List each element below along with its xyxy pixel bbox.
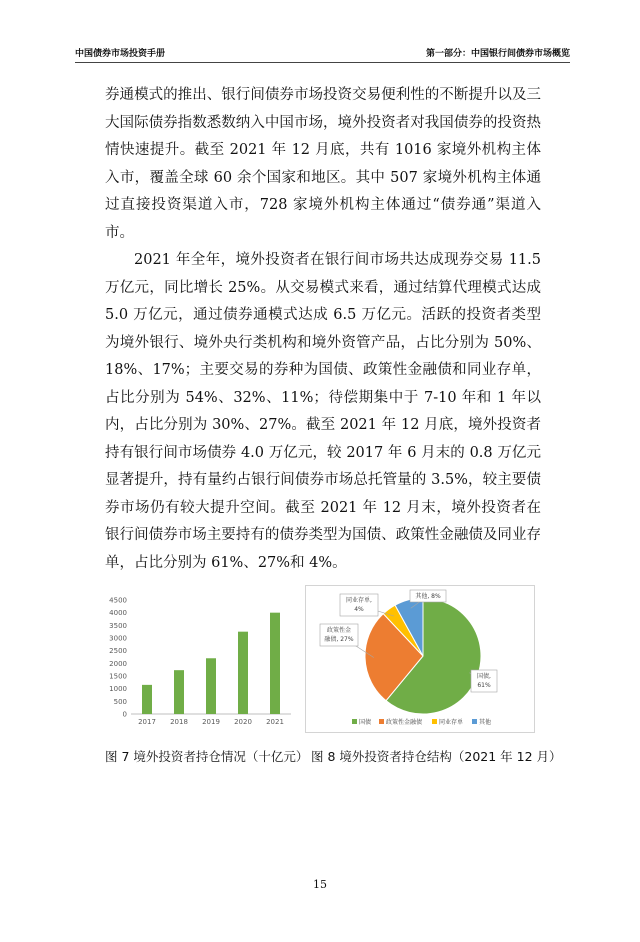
y-tick-label: 1000 bbox=[109, 685, 127, 694]
running-header-left: 中国债券市场投资手册 bbox=[75, 49, 166, 59]
y-tick-label: 4000 bbox=[109, 609, 127, 618]
bar bbox=[238, 632, 248, 714]
data-label: 4% bbox=[354, 606, 364, 613]
data-label: 61% bbox=[477, 682, 491, 689]
pie-chart-svg bbox=[306, 586, 534, 732]
x-tick-label: 2020 bbox=[234, 718, 252, 726]
figure-8-caption: 图 8 境外投资者持仓结构（2021 年 12 月） bbox=[311, 749, 562, 764]
legend-swatch bbox=[379, 719, 384, 724]
figure-7-caption: 图 7 境外投资者持仓情况（十亿元） bbox=[105, 749, 309, 764]
data-label: 政策性金 bbox=[326, 627, 352, 634]
legend-swatch bbox=[432, 719, 437, 724]
bar bbox=[270, 613, 280, 714]
holdings-pie-chart bbox=[305, 585, 535, 733]
paragraph-2: 2021 年全年，境外投资者在银行间市场共达成现券交易 11.5 万亿元，同比增长 25%。从交易模式来看，通过结算代理模式达成 5.0 万亿元，通过债券通模式达成 6.5 万亿元。活跃的投资者类型为境外银行、境外央行类机构和境外资管产品，占比分别为 50%、18%、17%；主要交易的券种为国债、政策性金融债和同业存单，占比分别为 54%、32%、11%；待偿期集中于 7-10 年和 1 年以内，占比分别为 30%、27%。截至 2021 年 12 月底，境外投资者持有银行间市场债券 4.0 万亿元，较 2017 年 6 月末的 0.8 万亿元显著提升，持有量约占银行间债券市场总托管量的 3.5%，较主要债券市场仍有较大提升空间。截至 2021 年 12 月末，境外投资者在银行间债券市场主要持有的债券类型为国债、政策性金融债及同业存单，占比分别为 61%、27%和 4%。 bbox=[105, 252, 541, 571]
legend-swatch bbox=[472, 719, 477, 724]
x-tick-label: 2019 bbox=[202, 718, 220, 726]
y-tick-label: 3000 bbox=[109, 634, 127, 643]
y-tick-label: 4500 bbox=[109, 596, 127, 605]
data-label: 融债, 27% bbox=[324, 636, 354, 643]
x-tick-label: 2018 bbox=[170, 718, 188, 726]
bar bbox=[206, 658, 216, 714]
data-label: 其他, 8% bbox=[415, 593, 441, 600]
data-label: 国债, bbox=[477, 673, 491, 680]
y-tick-label: 1500 bbox=[109, 672, 127, 681]
y-tick-label: 3500 bbox=[109, 621, 127, 630]
x-tick-label: 2017 bbox=[138, 718, 156, 726]
legend-swatch bbox=[352, 719, 357, 724]
legend-label: 国债 bbox=[359, 719, 372, 726]
y-tick-label: 2000 bbox=[109, 659, 127, 668]
y-tick-label: 500 bbox=[113, 697, 127, 706]
y-tick-label: 2500 bbox=[109, 647, 127, 656]
header-rule bbox=[75, 62, 570, 63]
legend-label: 同业存单 bbox=[439, 719, 464, 726]
page-number: 15 bbox=[313, 878, 327, 891]
paragraph-1: 券通模式的推出、银行间债券市场投资交易便利性的不断提升以及三大国际债券指数悉数纳入中国市场，境外投资者对我国债券的投资热情快速提升。截至 2021 年 12 月底，共有 1016 家境外机构主体入市，覆盖全球 60 余个国家和地区。其中 507 家境外机构主体通过直接投资渠道入市，728 家境外机构主体通过“债券通”渠道入市。 bbox=[105, 87, 541, 241]
y-tick-label: 0 bbox=[122, 710, 127, 719]
legend-label: 其他 bbox=[479, 719, 492, 726]
holdings-bar-chart bbox=[105, 592, 295, 732]
running-header-right: 第一部分：中国银行间债券市场概览 bbox=[425, 49, 570, 59]
legend-label: 政策性金融债 bbox=[386, 719, 423, 726]
bar-chart-svg bbox=[105, 592, 295, 732]
data-label: 同业存单, bbox=[346, 597, 372, 604]
bar bbox=[174, 670, 184, 714]
x-tick-label: 2021 bbox=[266, 718, 284, 726]
body-text bbox=[105, 82, 541, 577]
bar bbox=[142, 685, 152, 714]
